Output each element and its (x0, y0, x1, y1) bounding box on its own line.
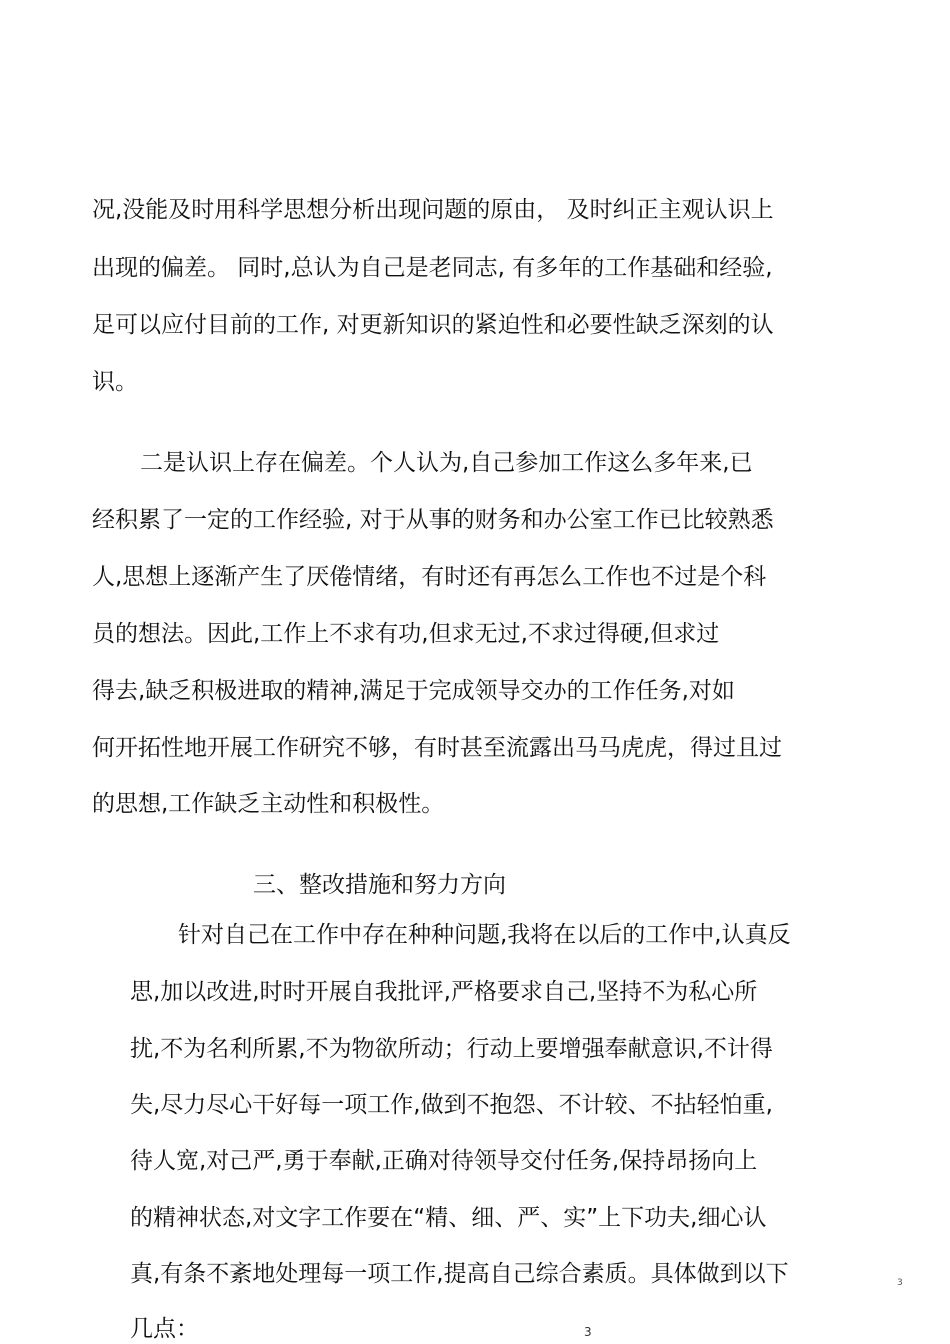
text-line: 得去,缺乏积极进取的精神,满足于完成领导交办的工作任务,对如 (92, 678, 735, 704)
text-line: 思,加以改进,时时开展自我批评,严格要求自己,坚持不为私心所 (130, 979, 758, 1005)
text-line: 真,有条不紊地处理每一项工作,提高自己综合素质。具体做到以下 (130, 1261, 789, 1287)
page-number: 3 (584, 1325, 592, 1339)
text-line: 识。 (92, 369, 138, 395)
text-line: 二是认识上存在偏差。个人认为,自己参加工作这么多年来,已 (140, 450, 753, 476)
text-line: 几点： (130, 1316, 199, 1342)
text-line: 况,没能及时用科学思想分析出现问题的原由， 及时纠正主观认识上 (92, 197, 774, 223)
text-line: 经积累了一定的工作经验, 对于从事的财务和办公室工作已比较熟悉 (92, 507, 774, 533)
text-line: 出现的偏差。 同时,总认为自己是老同志, 有多年的工作基础和经验, (92, 255, 773, 281)
text-line: 失,尽力尽心干好每一项工作,做到不抱怨、不计较、不拈轻怕重, (130, 1092, 773, 1118)
text-line: 员的想法。因此,工作上不求有功,但求无过,不求过得硬,但求过 (92, 621, 720, 647)
side-page-number: 3 (897, 1278, 903, 1288)
text-line: 扰,不为名利所累,不为物欲所动；行动上要增强奉献意识,不计得 (130, 1036, 773, 1062)
text-line: 针对自己在工作中存在种种问题,我将在以后的工作中,认真反 (178, 922, 791, 948)
text-line: 待人宽,对己严,勇于奉献,正确对待领导交付任务,保持昂扬向上 (130, 1148, 758, 1174)
text-line: 何开拓性地开展工作研究不够，有时甚至流露出马马虎虎，得过且过 (92, 735, 782, 761)
text-line: 足可以应付目前的工作, 对更新知识的紧迫性和必要性缺乏深刻的认 (92, 312, 774, 338)
text-line: 的思想,工作缺乏主动性和积极性。 (92, 791, 445, 817)
section-heading: 三、整改措施和努力方向 (253, 872, 506, 898)
text-line: 的精神状态,对文字工作要在“精、细、严、实”上下功夫,细心认 (130, 1205, 767, 1231)
text-line: 人,思想上逐渐产生了厌倦情绪，有时还有再怎么工作也不过是个科 (92, 564, 767, 590)
